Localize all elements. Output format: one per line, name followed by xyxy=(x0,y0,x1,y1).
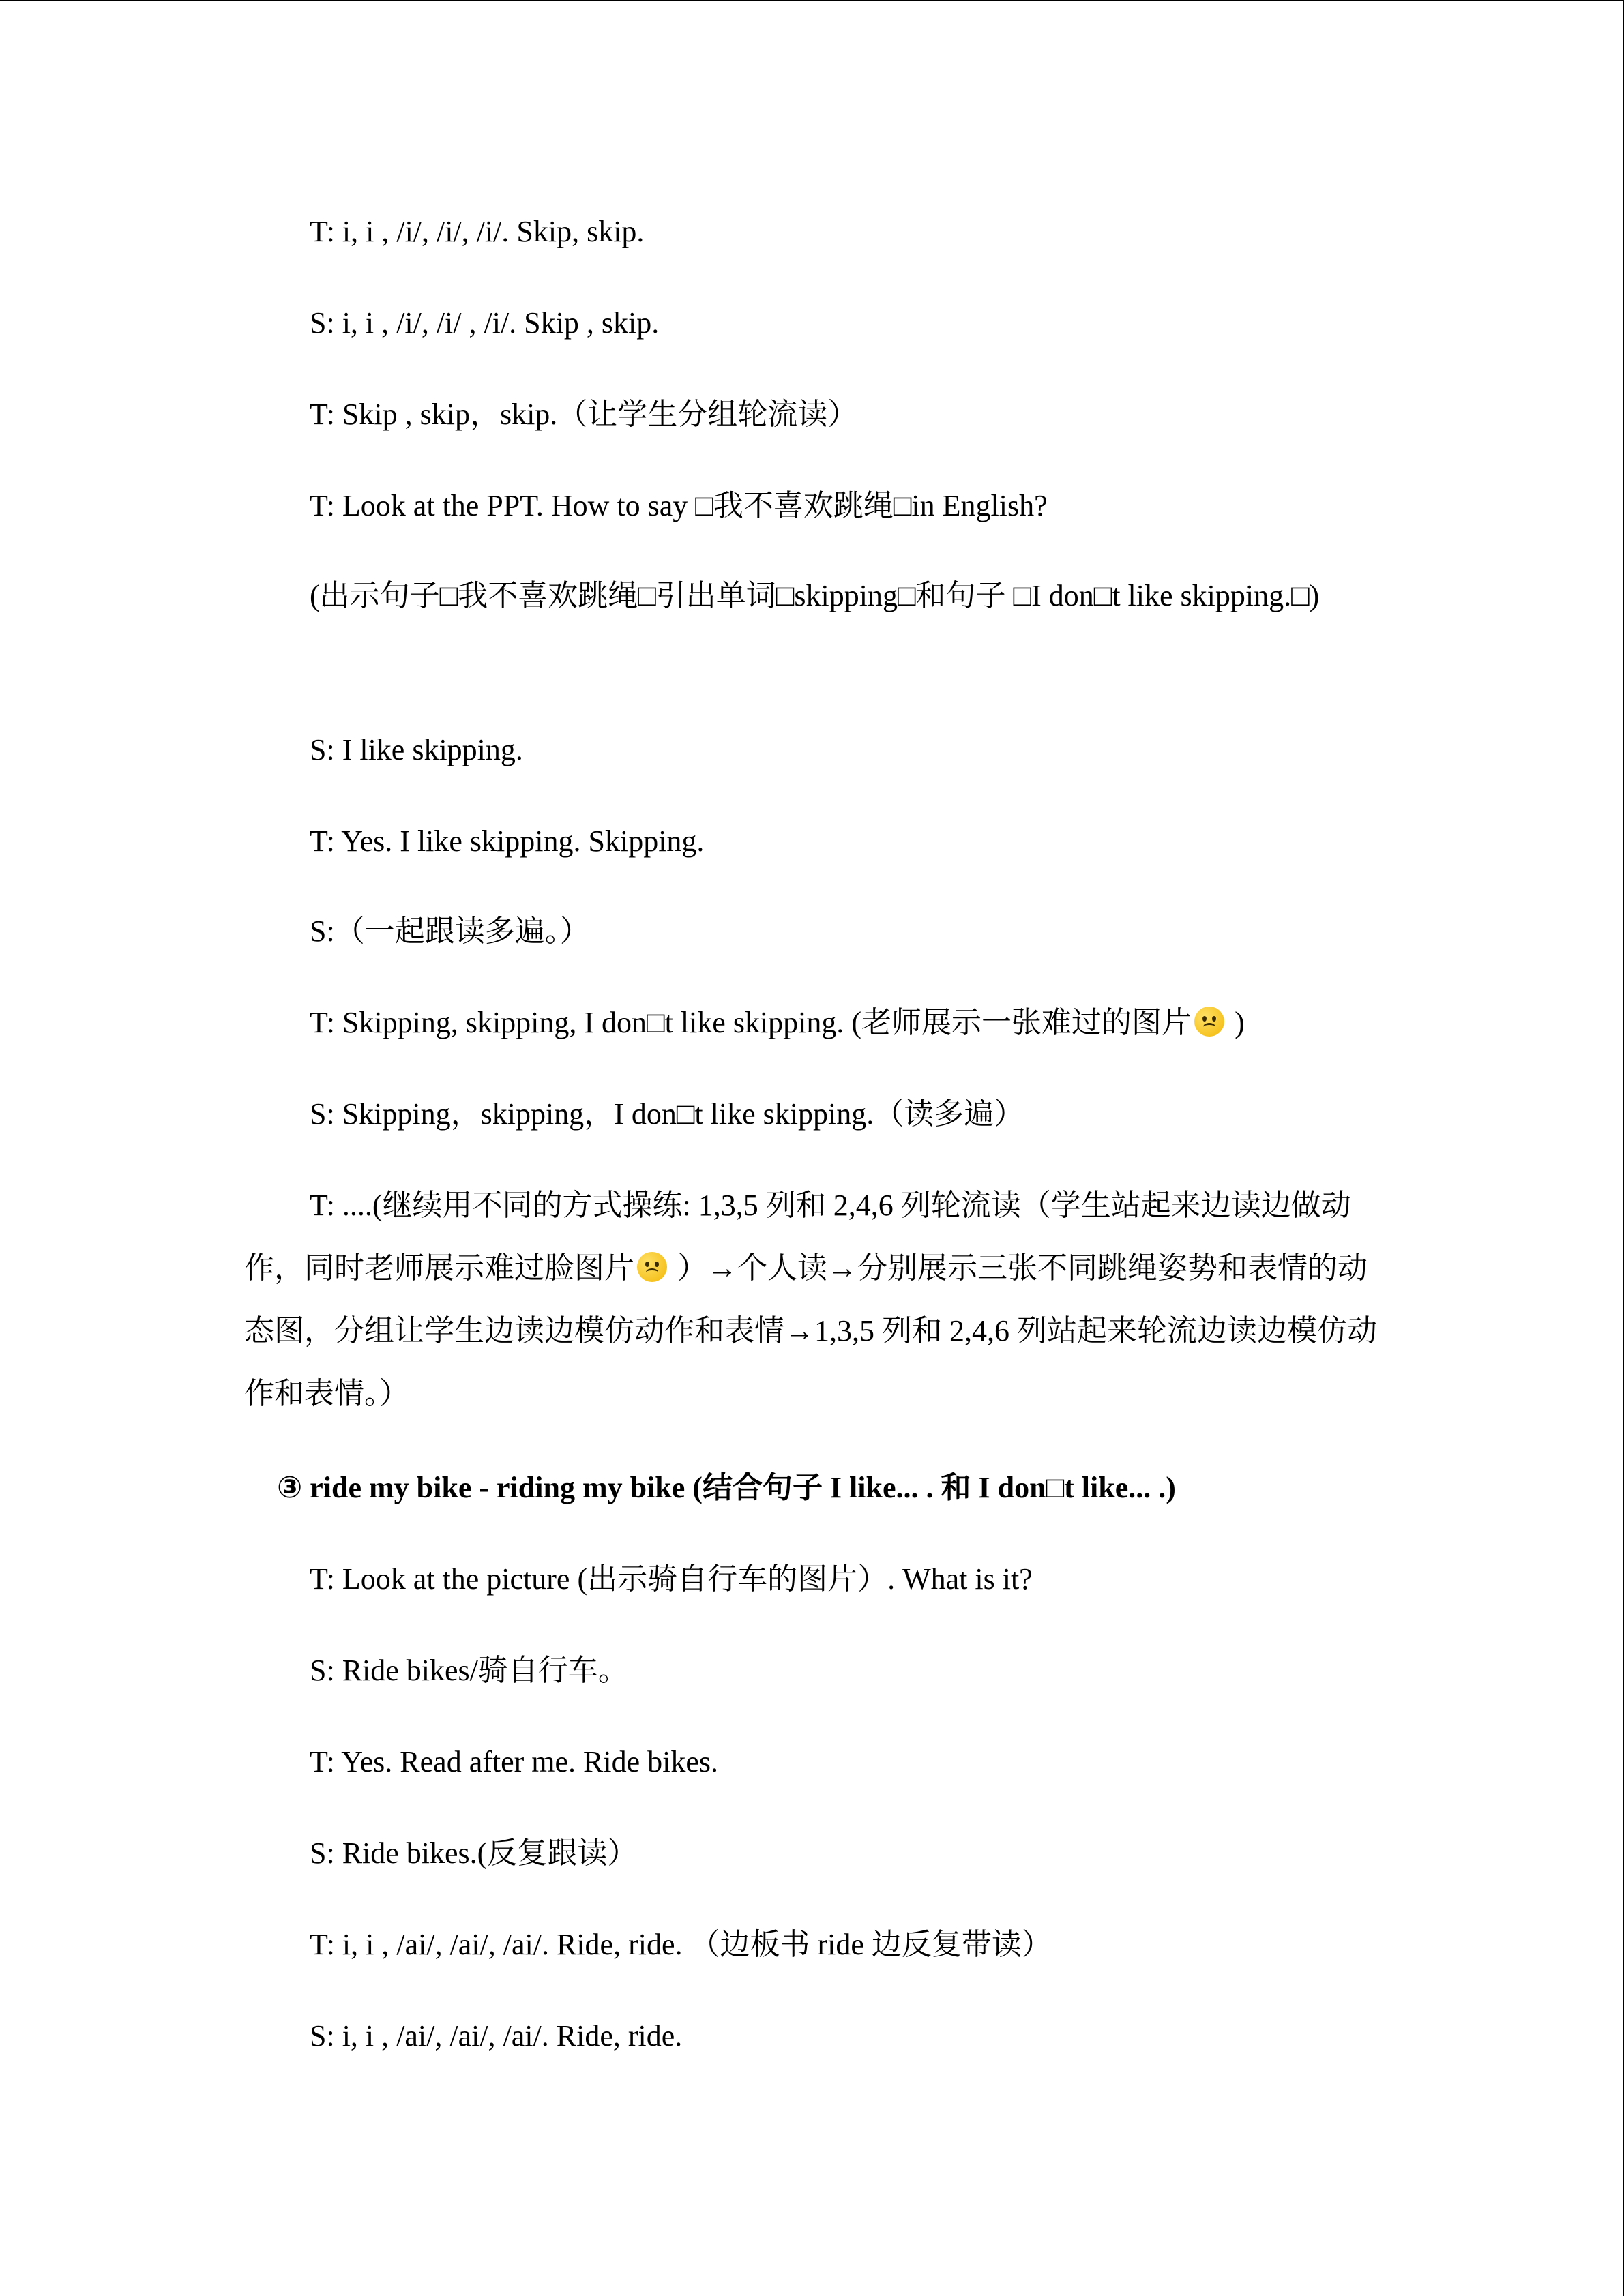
section-heading-text: ride my bike - riding my bike (结合句子 I like... . 和 I don□t like... .) xyxy=(302,1471,1176,1504)
dialogue-line: T: i, i , /i/, /i/, /i/. Skip, skip. xyxy=(310,215,645,248)
dialogue-line: T: Skip , skip，skip.（让学生分组轮流读） xyxy=(310,398,858,431)
dialogue-text-end: ) xyxy=(1227,1006,1245,1039)
dialogue-line: T: Yes. Read after me. Ride bikes. xyxy=(310,1745,719,1778)
instruction-paragraph: (出示句子□我不喜欢跳绳□引出单词□skipping□和句子 □I don□t like skipping.□) xyxy=(310,579,1320,612)
dialogue-line: T: Look at the picture (出示骑自行车的图片）. What is it? xyxy=(310,1562,1033,1596)
dialogue-line: S: Ride bikes.(反复跟读） xyxy=(310,1836,638,1870)
dialogue-line: T: i, i , /ai/, /ai/, /ai/. Ride, ride. （边板书 ride 边反复带读） xyxy=(310,1928,1052,1961)
dialogue-line: S:（一起跟读多遍。） xyxy=(310,914,590,948)
dialogue-line: S: Ride bikes/骑自行车。 xyxy=(310,1654,628,1687)
instruction-text: T: ....(继续用不同的方式操练: 1,3,5 列和 2,4,6 列轮流读（学生站起来边读边做动作，同时老师展示难过脸图片 xyxy=(244,1189,1351,1285)
dialogue-line: S: i, i , /ai/, /ai/, /ai/. Ride, ride. xyxy=(310,2019,683,2053)
circled-number-three: ③ xyxy=(277,1470,303,1505)
instruction-paragraph xyxy=(244,1174,1379,1425)
sad-face-icon xyxy=(1194,1007,1224,1037)
dialogue-line: S: I like skipping. xyxy=(310,733,523,766)
dialogue-line: T: Yes. I like skipping. Skipping. xyxy=(310,824,705,858)
dialogue-line: S: Skipping，skipping，I don□t like skipping.（读多遍） xyxy=(310,1097,1024,1131)
dialogue-line: S: i, i , /i/, /i/ , /i/. Skip , skip. xyxy=(310,306,660,340)
dialogue-line xyxy=(244,992,1379,1054)
dialogue-line: T: Look at the PPT. How to say □我不喜欢跳绳□in English? xyxy=(310,489,1048,522)
dialogue-text: T: Skipping, skipping, I don□t like skipping. (老师展示一张难过的图片 xyxy=(310,1006,1192,1039)
sad-face-icon xyxy=(637,1252,667,1282)
instruction-text-cont: ）→个人读→分别展示三张不同跳绳姿势和表情的动态图，分组让学生边读边模仿动作和表情→1,3,5 列和 2,4,6 列站起来轮流边读边模仿动作和表情。） xyxy=(244,1251,1377,1410)
section-heading xyxy=(244,1457,1379,1519)
